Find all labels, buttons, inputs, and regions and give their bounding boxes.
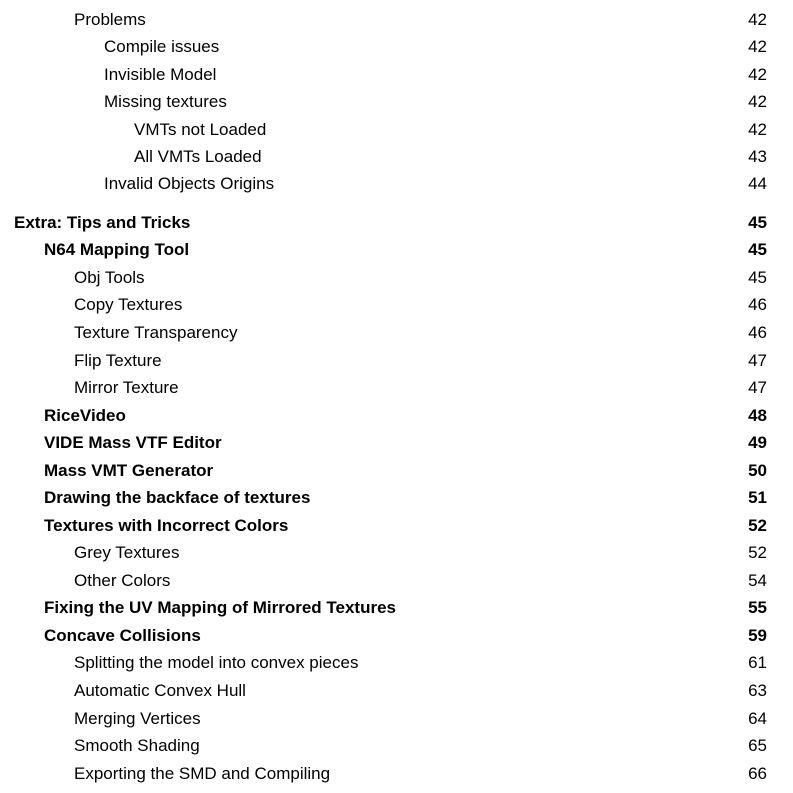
- toc-entry-title: Mirror Texture: [74, 378, 179, 397]
- toc-entry-page-number: 46: [748, 295, 767, 314]
- toc-entry-page-number: 45: [748, 268, 767, 287]
- toc-entry-page-number: 50: [748, 461, 767, 480]
- toc-entry[interactable]: [0, 172, 793, 196]
- toc-entry-page-number: 47: [748, 378, 767, 397]
- toc-entry-title: VMTs not Loaded: [134, 120, 267, 139]
- toc-entry-title: RiceVideo: [44, 406, 126, 425]
- toc-entry-page-number: 46: [748, 323, 767, 342]
- toc-entry[interactable]: [0, 404, 793, 428]
- toc-entry-page-number: 43: [748, 147, 767, 166]
- toc-entry-page-number: 55: [748, 598, 767, 617]
- toc-entry-page-number: 66: [748, 764, 767, 783]
- toc-entry[interactable]: [0, 486, 793, 510]
- toc-entry-title: Flip Texture: [74, 351, 162, 370]
- toc-entry[interactable]: [0, 266, 793, 290]
- toc-entry-page-number: 52: [748, 543, 767, 562]
- toc-entry-title: Problems: [74, 10, 146, 29]
- toc-entry-page-number: 48: [748, 406, 767, 425]
- toc-entry-title: All VMTs Loaded: [134, 147, 262, 166]
- toc-entry-page-number: 42: [748, 92, 767, 111]
- toc-entry-title: Fixing the UV Mapping of Mirrored Textures: [44, 598, 396, 617]
- toc-entry[interactable]: [0, 376, 793, 400]
- toc-entry[interactable]: [0, 762, 793, 786]
- toc-entry-title: Drawing the backface of textures: [44, 488, 311, 507]
- toc-entry[interactable]: [0, 651, 793, 675]
- toc-entry[interactable]: [0, 514, 793, 538]
- toc-entry-title: Splitting the model into convex pieces: [74, 653, 359, 672]
- toc-entry[interactable]: [0, 118, 793, 142]
- toc-entry-title: VIDE Mass VTF Editor: [44, 433, 222, 452]
- toc-entry-title: Invalid Objects Origins: [104, 174, 275, 193]
- toc-entry-title: Mass VMT Generator: [44, 461, 214, 480]
- toc-entry-title: Merging Vertices: [74, 709, 201, 728]
- toc-entry-title: Missing textures: [104, 92, 227, 111]
- toc-entry[interactable]: [0, 145, 793, 169]
- toc-entry-page-number: 49: [748, 433, 767, 452]
- toc-entry-title: Exporting the SMD and Compiling: [74, 764, 331, 783]
- toc-entry-title: Grey Textures: [74, 543, 180, 562]
- toc-entry-title: Invisible Model: [104, 65, 217, 84]
- toc-entry-page-number: 44: [748, 174, 767, 193]
- toc-entry-page-number: 61: [748, 653, 767, 672]
- toc-entry-page-number: 51: [748, 488, 767, 507]
- toc-entry[interactable]: [0, 707, 793, 731]
- toc-entry[interactable]: [0, 431, 793, 455]
- toc-entry-page-number: 64: [748, 709, 767, 728]
- toc-entry-title: Texture Transparency: [74, 323, 238, 342]
- toc-entry-title: Compile issues: [104, 37, 220, 56]
- toc-entry[interactable]: [0, 321, 793, 345]
- toc-entry-title: Obj Tools: [74, 268, 145, 287]
- toc-entry-title: Textures with Incorrect Colors: [44, 516, 289, 535]
- toc-entry-page-number: 52: [748, 516, 767, 535]
- toc-entry[interactable]: [0, 238, 793, 262]
- toc-entry-page-number: 65: [748, 736, 767, 755]
- toc-entry[interactable]: [0, 35, 793, 59]
- toc-entry-title: Other Colors: [74, 571, 171, 590]
- toc-entry[interactable]: [0, 90, 793, 114]
- toc-entry[interactable]: [0, 734, 793, 758]
- toc-entry[interactable]: [0, 596, 793, 620]
- toc-entry[interactable]: [0, 349, 793, 373]
- toc-entry-title: Automatic Convex Hull: [74, 681, 246, 700]
- toc-entry[interactable]: [0, 63, 793, 87]
- toc-entry[interactable]: [0, 679, 793, 703]
- toc-entry-page-number: 47: [748, 351, 767, 370]
- toc-entry-page-number: 42: [748, 10, 767, 29]
- toc-entry[interactable]: [0, 293, 793, 317]
- toc-entry-page-number: 45: [748, 213, 767, 232]
- toc-entry[interactable]: [0, 541, 793, 565]
- toc-entry[interactable]: [0, 459, 793, 483]
- toc-entry-page-number: 42: [748, 37, 767, 56]
- toc-entry[interactable]: [0, 211, 793, 235]
- toc-entry-title: Copy Textures: [74, 295, 183, 314]
- toc-entry-page-number: 63: [748, 681, 767, 700]
- toc-entry-title: Concave Collisions: [44, 626, 201, 645]
- toc-entry[interactable]: [0, 624, 793, 648]
- toc-entry-page-number: 59: [748, 626, 767, 645]
- toc-entry-page-number: 45: [748, 240, 767, 259]
- toc-entry[interactable]: [0, 569, 793, 593]
- toc-entry-page-number: 54: [748, 571, 767, 590]
- toc-entry[interactable]: [0, 8, 793, 32]
- toc-entry-page-number: 42: [748, 120, 767, 139]
- toc-entry-title: N64 Mapping Tool: [44, 240, 190, 259]
- toc-entry-page-number: 42: [748, 65, 767, 84]
- toc-entry-title: Extra: Tips and Tricks: [14, 213, 191, 232]
- toc-entry-title: Smooth Shading: [74, 736, 200, 755]
